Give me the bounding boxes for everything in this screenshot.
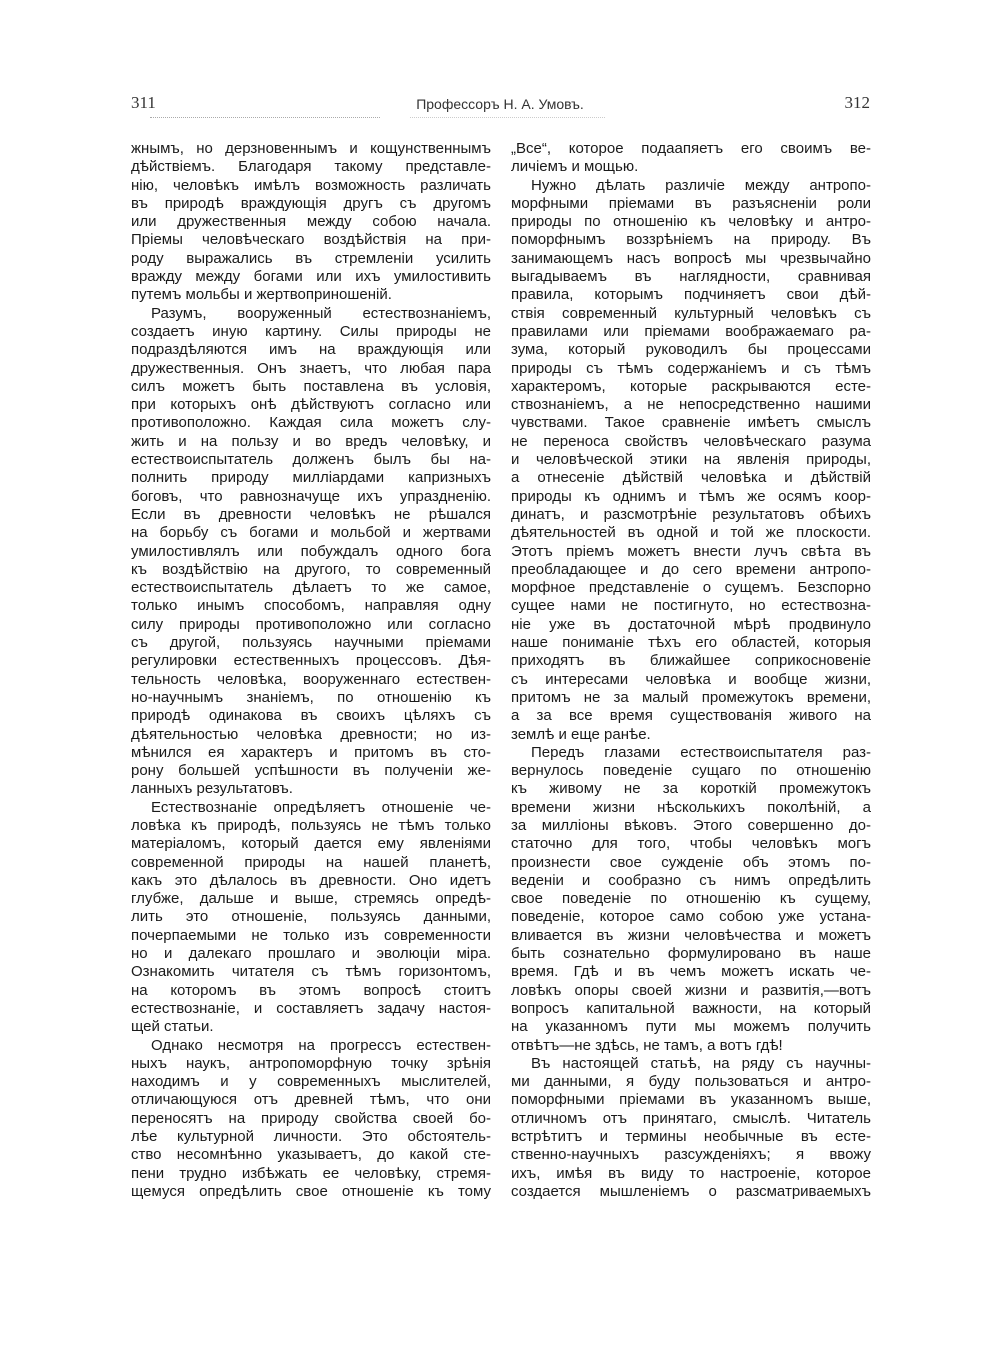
text-line: приходятъ въ ближайшее соприкосновеніе [511,652,871,670]
text-line: ланныхъ результатовъ. [131,780,293,798]
text-line: природы съ тѣмъ содержаніемъ и съ тѣмъ [511,359,871,377]
text-line: природѣ одинакова въ своихъ цѣляхъ съ [131,707,491,725]
text-line: притомъ не за малый промежутокъ времени, [511,688,871,706]
header-rule-center [410,117,605,118]
text-line: дѣятельностью человѣка древности; но из- [131,725,491,743]
text-line: современной природы на нашей планетѣ, [131,853,491,871]
text-line: пени трудно избѣжать ее человѣку, стремя- [131,1164,491,1182]
text-line: ніе уже въ достаточной мѣрѣ продвинуло [511,615,871,633]
text-line: боговъ, что равнозначуще ихъ упраздненію. [131,487,491,505]
text-line: путемъ мольбы и жертвоприношеній. [131,286,392,304]
text-line: встрѣтитъ и термины необычные въ есте- [511,1128,871,1146]
text-line: отвѣтъ—не здѣсь, не тамъ, а вотъ гдѣ! [511,1036,783,1054]
text-line: силу природы противоположно или согласно [131,615,491,633]
text-line: тельность человѣка, вооруженнаго естествен- [131,670,491,688]
text-line: ми данными, я буду пользоваться и антро- [511,1073,871,1091]
text-line: глубже, дальше и выше, стремясь опредѣ- [131,890,491,908]
text-line: естествоиспытатель дѣлаетъ то же самое, [131,579,491,597]
paragraph [511,140,871,177]
text-line: на которомъ въ этомъ вопросѣ стоитъ [131,981,491,999]
text-line: морфное представленіе о сущемъ. Безспорно [511,579,871,597]
page-number-right: 312 [844,93,870,112]
header-rule-left [150,117,380,118]
text-line: щемуся опредѣлить свое отношеніе къ тому [131,1182,491,1200]
text-line: вернулось поведеніе сущаго по отношенію [511,762,871,780]
text-line: нію, человѣкъ имѣлъ возможность различать [131,176,491,194]
text-line: природы къ однимъ и тѣмъ же осямъ коор- [511,487,871,505]
paragraph [131,305,491,799]
text-line: не переноса свойствъ человѣческаго разума [511,432,871,450]
text-column-right [511,140,871,1201]
text-line: время. Гдѣ и въ чемъ можетъ искать че- [511,963,871,981]
text-line: зума, который руководилъ бы процессами [511,341,871,359]
text-line: природы по отношенію къ человѣку и антро- [511,213,871,231]
text-line: ственно-научныхъ разсужденіяхъ; я ввожу [511,1146,871,1164]
text-line: выгадываемъ въ наглядности, сравнивая [511,268,871,286]
text-line: произнести свое сужденіе объ этомъ по- [511,853,871,871]
text-line: времени жизни нѣсколькихъ поколѣній, а [511,798,871,816]
text-line: щей статьи. [131,1018,214,1036]
text-line: правилами или пріемами воображаемаго ра- [511,322,871,340]
paragraph [131,1037,491,1202]
text-line: свое поведеніе по отношенію къ сущему, [511,890,871,908]
text-line: Разумъ, вооруженный естествознаніемъ, [151,304,491,322]
text-line: Пріемы человѣческаго воздѣйствія на при- [131,231,491,249]
page-number-left: 311 [131,93,156,112]
text-line: почерпаемыми не только изъ современности [131,926,491,944]
text-line: вопросъ капитальной важности, на который [511,999,871,1017]
text-line: дружественныя. Онъ знаетъ, что любая пара [131,359,491,377]
text-line: правила, которымъ подчиняетъ свои дѣй- [511,286,871,304]
text-line: характеромъ, которые раскрываются есте- [511,377,871,395]
running-title: Профессоръ Н. А. Умовъ. [416,96,584,112]
paragraph [131,799,491,1037]
text-line: вражду между богами или ихъ умилостивить [131,268,491,286]
text-line: создаетъ иную картину. Силы природы не [131,322,491,340]
text-line: Этотъ пріемъ можетъ внести лучъ свѣта въ [511,542,871,560]
text-column-left [131,140,491,1201]
text-line: на борьбу съ богами и мольбой и жертвами [131,524,491,542]
text-line: жить и на пользу и во вредъ человѣку, и [131,432,491,450]
text-line: жнымъ, но дерзновеннымъ и кощунственнымъ [131,140,491,157]
text-line: роду выражались въ стремленіи усилить [131,249,491,267]
text-line: естествоиспытатель долженъ былъ бы на- [131,451,491,469]
text-line: съ другой, пользуясь научными пріемами [131,634,491,652]
text-line: рону большей успѣшности въ полученіи же- [131,762,491,780]
text-line: землѣ и еще ранѣе. [511,725,651,743]
text-line: Если въ древности человѣкъ не рѣшался [131,505,491,523]
text-line: но и далекаго прошлаго и эволюціи міра. [131,945,491,963]
text-line: мѣнился ея характеръ и притомъ въ сто- [131,743,491,761]
text-line: силъ можетъ быть поставлена въ условія, [131,377,491,395]
text-line: ныхъ наукъ, антропоморфную точку зрѣнія [131,1054,491,1072]
text-line: дѣятельностей въ одной и той же плоскости. [511,524,871,542]
text-line: ловѣка къ природѣ, пользуясь не тѣмъ только [131,816,491,834]
text-line: занимающемъ насъ вопросѣ мы чрезвычайно [511,249,871,267]
text-line: дѣйствіемъ. Благодаря такому представле- [131,158,491,176]
text-line: быть сознательно формулировано въ наше [511,945,871,963]
text-line: полнить природу милліардами капризныхъ [131,469,491,487]
text-line: Нужно дѣлать различіе между антропо- [531,176,871,194]
text-line: поморфнымъ воззрѣніемъ на природу. Въ [511,231,871,249]
text-line: „Все“, которое подаапяетъ его своимъ ве- [511,140,871,157]
paragraph [131,140,491,305]
text-line: ловѣкъ опоры своей жизни и развитія,—вотъ [511,981,871,999]
text-line: Естествознаніе опредѣляетъ отношеніе че- [151,798,491,816]
text-line: на указанномъ пути мы можемъ получить [511,1018,871,1036]
text-line: подраздѣляются имъ на враждующія или [131,341,491,359]
text-line: ихъ, имѣя въ виду то настроеніе, которое [511,1164,871,1182]
text-line: и человѣческой этики на явленія природы, [511,451,871,469]
text-line: сущее нами не постигнуто, но естествозна- [511,597,871,615]
text-line: поморфными пріемами въ указанномъ выше, [511,1091,871,1109]
text-line: за милліоны вѣковъ. Этого совершенно до- [511,816,871,834]
text-line: но-научнымъ знаніемъ, по отношенію къ [131,688,491,706]
text-line: веденіи и сообразно съ нимъ опредѣлить [511,871,871,889]
text-line: вливается въ жизни человѣчества и можетъ [511,926,871,944]
text-line: личіемъ и мощью. [511,158,639,176]
text-line: переносятъ на природу свойства своей бо- [131,1109,491,1127]
text-line: Передъ глазами естествоиспытателя раз- [531,743,871,761]
text-line: находимъ и у современныхъ мыслителей, [131,1073,491,1091]
text-line: естествознаніе, и составляетъ задачу настоя- [131,999,491,1017]
text-line: въ природѣ враждующія другъ съ другомъ [131,194,491,212]
text-line: статочно для того, чтобы человѣкъ могъ [511,835,871,853]
text-line: чувствами. Такое сравненіе имѣетъ смыслъ [511,414,871,432]
text-line: ствія современный культурный человѣкъ съ [511,304,871,322]
text-line: или дружественныя между собою начала. [131,213,491,231]
paragraph [511,177,871,744]
text-line: создается мышленіемъ о разсматриваемыхъ [511,1182,871,1200]
text-line: умилостивлялъ или побуждалъ одного бога [131,542,491,560]
text-line: матеріаломъ, который дается ему явленіями [131,835,491,853]
paragraph [511,1055,871,1201]
text-line: при которыхъ онѣ дѣйствуютъ согласно или [131,396,491,414]
text-line: регулировки естественныхъ процессовъ. Дѣя- [131,652,491,670]
text-line: а за все время существованія живого на [511,707,871,725]
text-line: наше пониманіе тѣхъ его областей, которыя [511,634,871,652]
text-line: поведеніе, которое само собою уже устана- [511,908,871,926]
text-line: только инымъ способомъ, направляя одну [131,597,491,615]
text-line: лѣе культурной личности. Это обстоятель- [131,1128,491,1146]
text-line: ство несомнѣнно указываетъ, до какой сте- [131,1146,491,1164]
text-line: отличающуюся отъ древней тѣмъ, что они [131,1091,491,1109]
text-line: отличномъ отъ принятаго, смыслѣ. Читатель [511,1109,871,1127]
text-line: съ интересами человѣка и вообще жизни, [511,670,871,688]
text-line: Въ настоящей статьѣ, на ряду съ научны- [531,1054,871,1072]
text-line: динатъ, и разсмотрѣніе результатовъ обѣихъ [511,505,871,523]
text-line: къ живому не за короткій промежутокъ [511,780,871,798]
text-line: морфными пріемами въ разъясненіи роли [511,194,871,212]
text-line: а отнесеніе дѣйствій человѣка и дѣйствій [511,469,871,487]
text-line: Ознакомить читателя съ тѣмъ горизонтомъ, [131,963,491,981]
text-line: ствознаніемъ, а не непосредственно нашими [511,396,871,414]
text-line: къ воздѣйствію на другого, то современный [131,560,491,578]
text-line: какъ это дѣлалось въ древности. Оно идетъ [131,871,491,889]
text-line: преобладающее и до сего времени антропо- [511,560,871,578]
text-line: лить это отношеніе, пользуясь данными, [131,908,491,926]
text-line: противоположно. Каждая сила можетъ слу- [131,414,491,432]
paragraph [511,744,871,1055]
text-line: Однако несмотря на прогрессъ естествен- [151,1036,491,1054]
